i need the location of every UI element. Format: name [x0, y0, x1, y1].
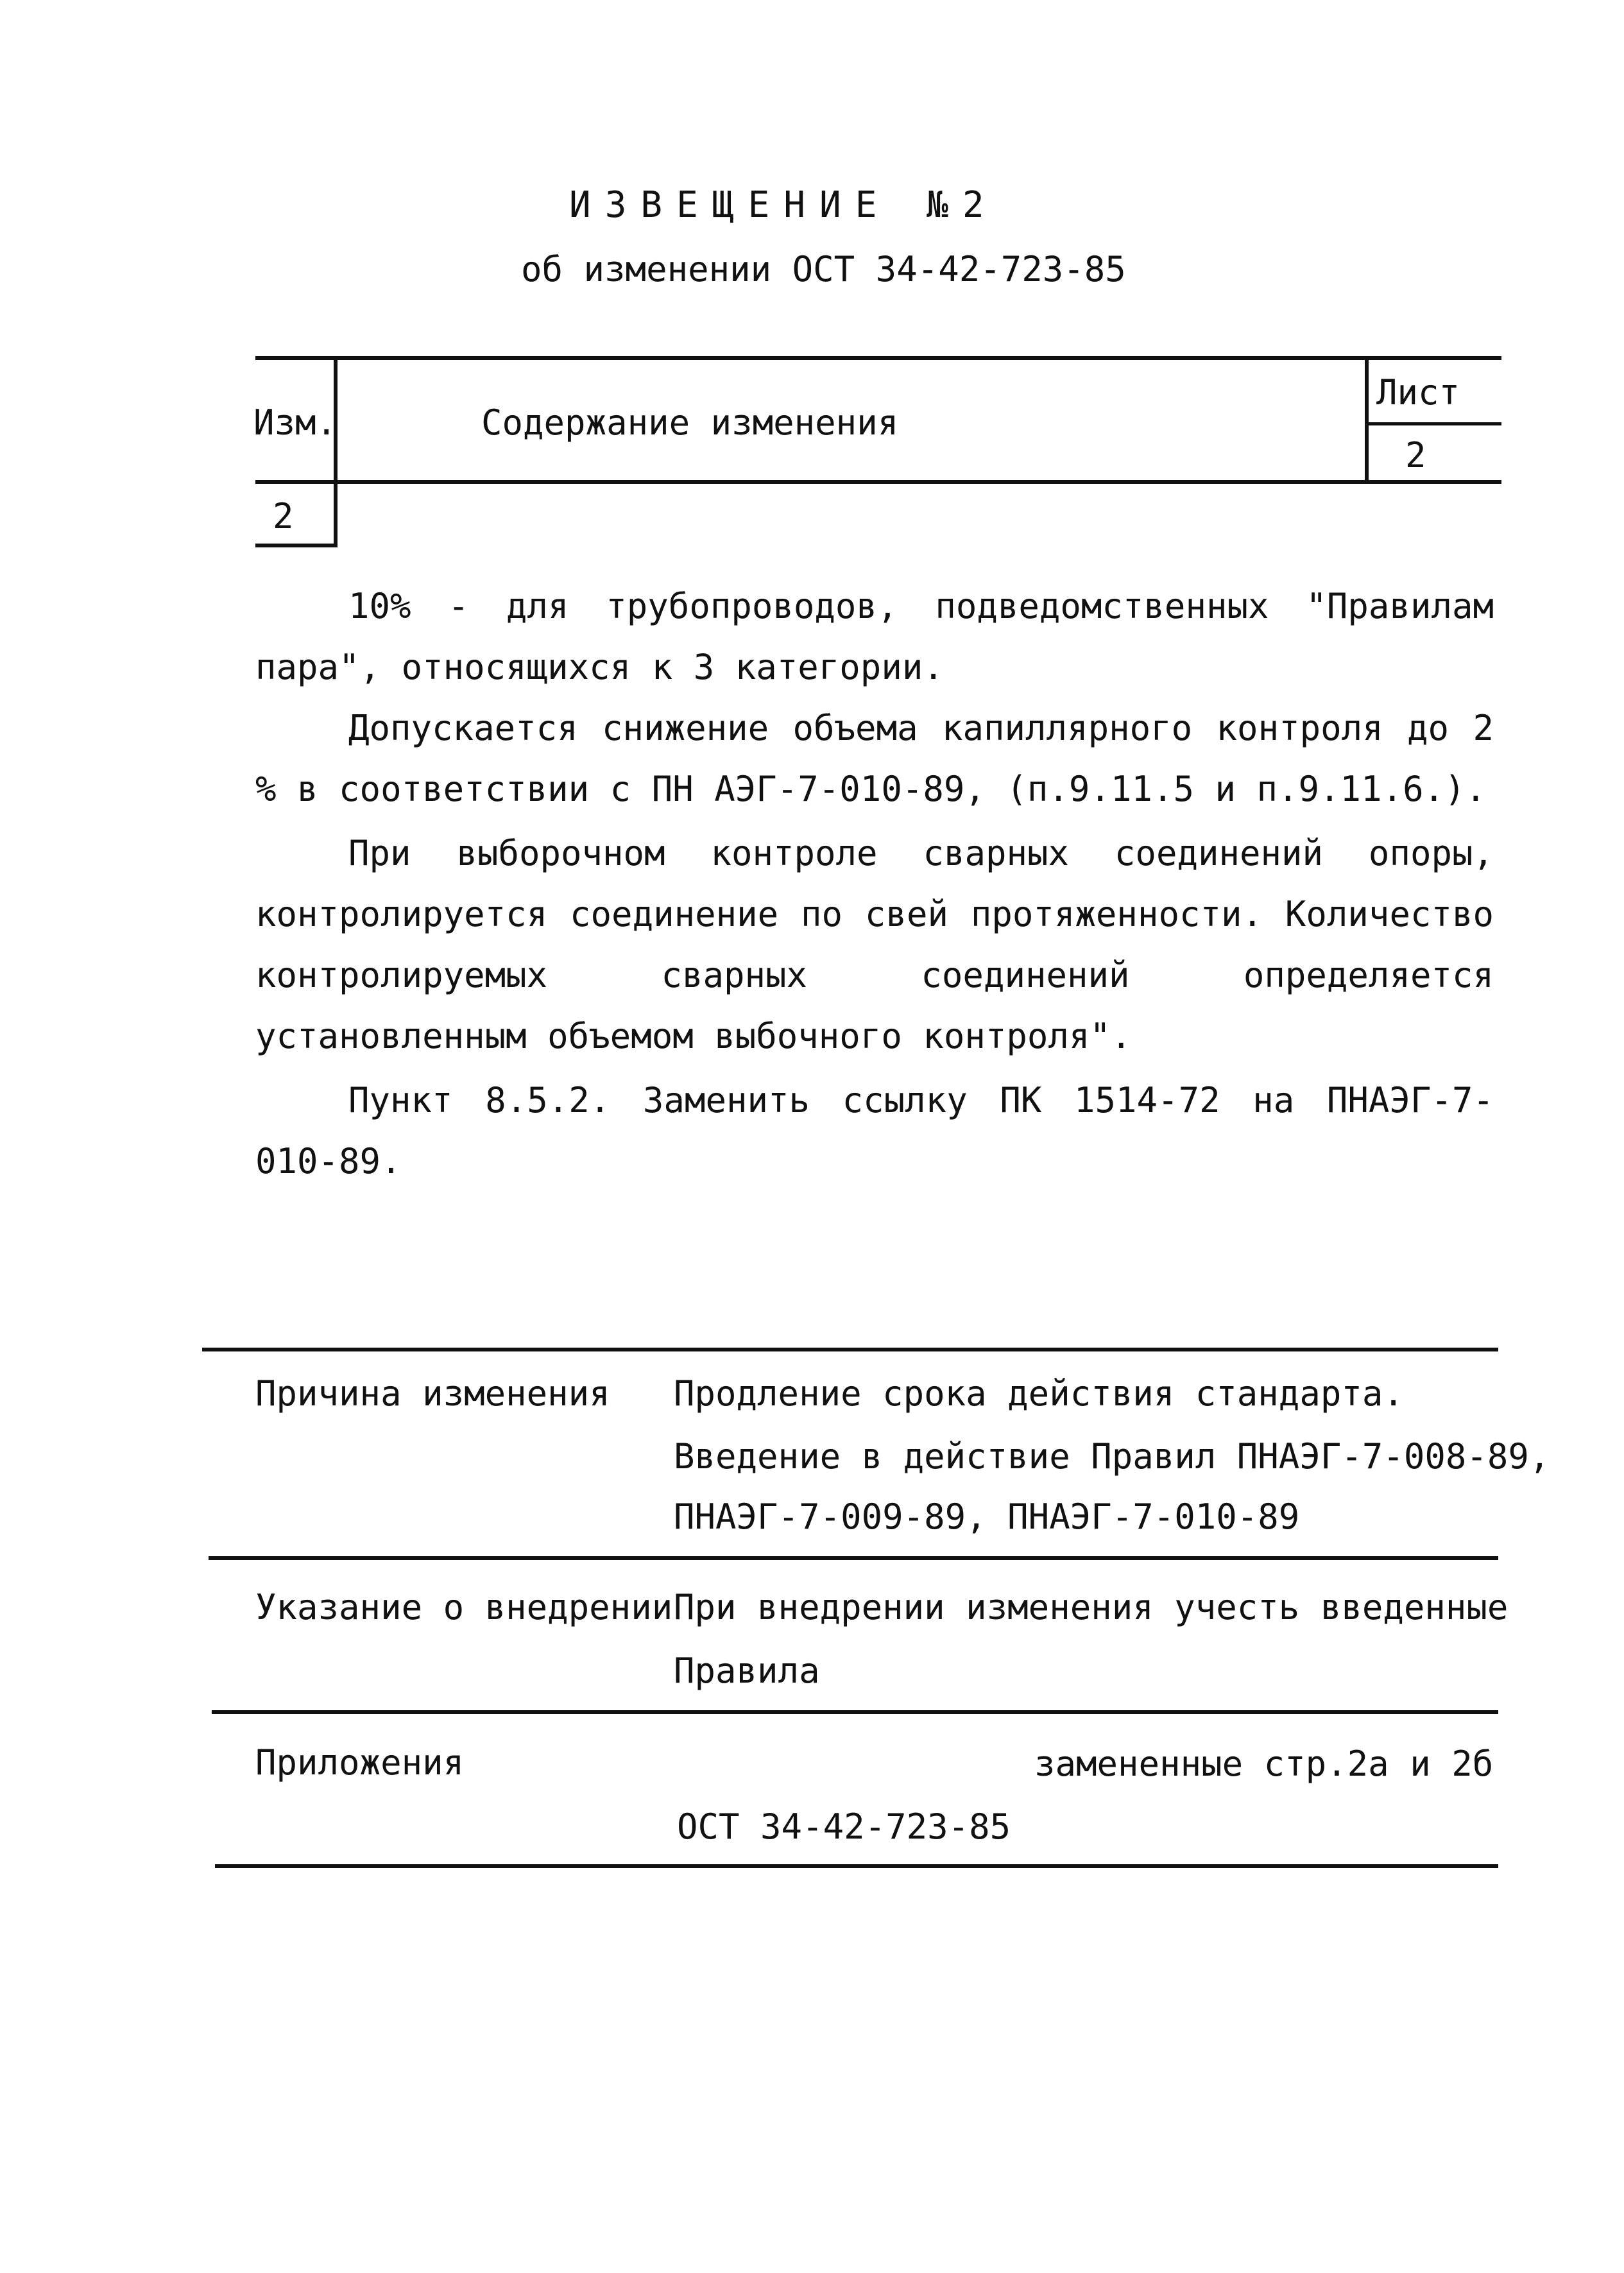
reason-label: Причина изменения: [255, 1373, 610, 1414]
notice-subtitle: об изменении ОСТ 34-42-723-85: [521, 249, 1126, 289]
attachments-line: ОСТ 34-42-723-85: [677, 1806, 1011, 1847]
change-table-col-divider: [334, 356, 338, 547]
change-table-bottom-rule: [255, 544, 338, 547]
change-table-header-rule: [255, 480, 1501, 484]
body-paragraph: При выборочном контроле сварных соединений опоры, контролируется соединение по свей протяженности. Количество контролируемых сварных соединений определяется установленным объемом выбочного контроля".: [255, 833, 1494, 1056]
col-change-no-header: Изм.: [253, 402, 338, 443]
notice-title: ИЗВЕЩЕНИЕ №2: [569, 184, 998, 226]
sheet-number: 2: [1405, 435, 1426, 476]
body-paragraph: Пункт 8.5.2. Заменить ссылку ПК 1514-72 на ПНАЭГ-7-010-89.: [255, 1080, 1494, 1181]
implementation-line: При внедрении изменения учесть введенные: [674, 1587, 1509, 1627]
footer-bottom-rule: [215, 1864, 1498, 1868]
col-content-header: Содержание изменения: [481, 402, 899, 443]
footer-rule-2: [209, 1556, 1498, 1560]
footer-top-rule: [202, 1348, 1498, 1351]
footer-rule-3: [212, 1710, 1498, 1714]
attachments-line: замененные стр.2а и 2б: [1034, 1744, 1494, 1784]
change-table-top-rule: [255, 356, 1501, 360]
implementation-line: Правила: [674, 1651, 820, 1691]
sheet-cell-rule: [1367, 422, 1501, 425]
change-number: 2: [273, 496, 294, 536]
col-sheet-header: Лист: [1376, 372, 1460, 413]
reason-line: ПНАЭГ-7-009-89, ПНАЭГ-7-010-89: [674, 1497, 1300, 1537]
sheet-col-divider: [1365, 356, 1369, 484]
body-paragraph: Допускается снижение объема капиллярного контроля до 2 % в соответствии с ПН АЭГ-7-010-89, (п.9.11.5 и п.9.11.6.).: [255, 708, 1494, 809]
reason-line: Введение в действие Правил ПНАЭГ-7-008-89,: [674, 1436, 1550, 1477]
attachments-label: Приложения: [255, 1742, 465, 1783]
implementation-label: Указание о внедрении: [255, 1587, 673, 1627]
body-paragraph: 10% - для трубопроводов, подведомственных "Правилам пара", относящихся к 3 категории.: [255, 586, 1494, 687]
reason-line: Продление срока действия стандарта.: [674, 1373, 1404, 1414]
